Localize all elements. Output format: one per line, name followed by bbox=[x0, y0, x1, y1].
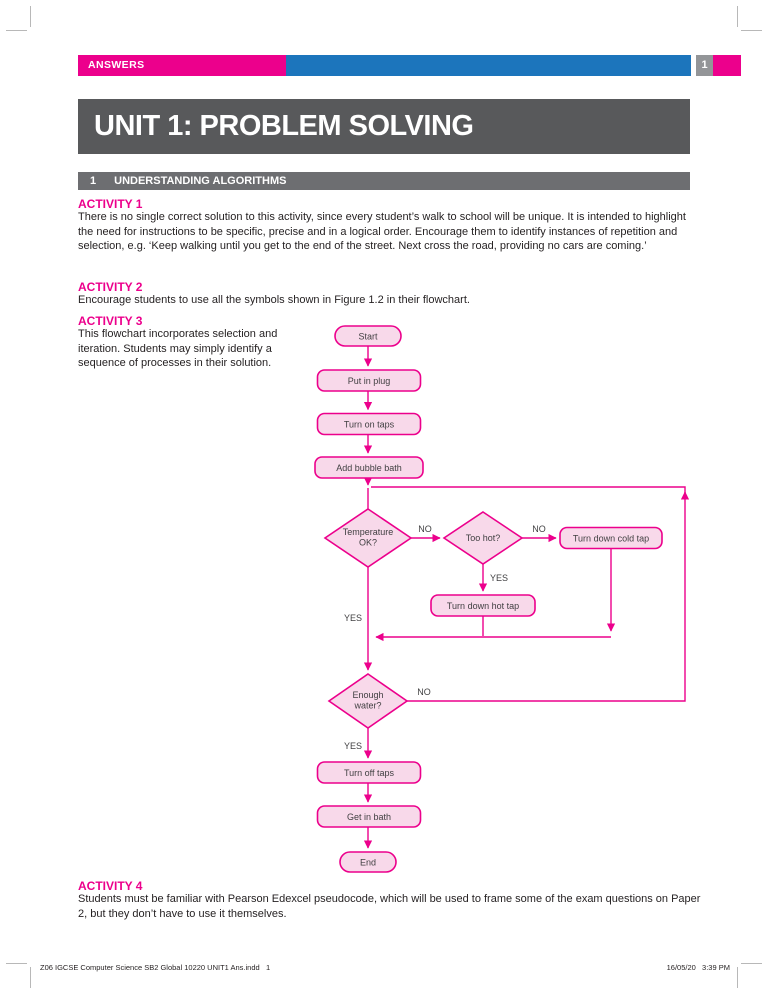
activity-1-body: There is no single correct solution to this activity, since every student’s walk to school will be unique. It is intended to highlight the need for instructions to be specific, precise and in a logical order. Encourage them to identify instances of repetition and selection, e.g. ‘Keep walking until you get to the end of the street. Next cross the road, providing no cars are coming.’ bbox=[78, 211, 686, 252]
bath-flowchart bbox=[280, 320, 700, 880]
section-number: 1 bbox=[90, 175, 97, 187]
flow-node-temperature-ok bbox=[325, 509, 411, 567]
enough-water-line1: Enough bbox=[352, 690, 384, 700]
flow-node-turn-down-cold-tap bbox=[560, 528, 662, 549]
unit-title: UNIT 1: PROBLEM SOLVING bbox=[94, 110, 474, 142]
flow-node-end bbox=[340, 852, 396, 872]
flow-node-turn-on-taps bbox=[318, 414, 421, 435]
activity-1-heading: ACTIVITY 1 bbox=[78, 197, 143, 211]
flow-node-put-in-plug bbox=[318, 370, 421, 391]
crop-mark bbox=[6, 30, 27, 31]
header-blue-bar bbox=[286, 55, 691, 76]
flow-node-too-hot bbox=[444, 512, 522, 564]
connector-water-no-loop bbox=[371, 487, 685, 701]
answers-label: ANSWERS bbox=[88, 59, 145, 71]
footer-filename: Z06 IGCSE Computer Science SB2 Global 10220 UNIT1 Ans.indd 1 bbox=[40, 963, 271, 972]
activity-4-heading: ACTIVITY 4 bbox=[78, 879, 143, 893]
flow-node-start bbox=[335, 326, 401, 346]
crop-mark bbox=[737, 6, 738, 27]
header-pink-accent bbox=[713, 55, 741, 76]
get-in-bath-label: Get in bath bbox=[346, 812, 392, 822]
label-water-yes: YES bbox=[343, 741, 362, 751]
section-header bbox=[78, 172, 690, 190]
label-temp-yes: YES bbox=[343, 613, 362, 623]
flow-node-get-in-bath bbox=[318, 806, 421, 827]
end-label: End bbox=[359, 857, 377, 868]
flow-node-turn-off-taps bbox=[318, 762, 421, 783]
label-hot-yes: YES bbox=[490, 573, 509, 583]
turn-down-cold-tap-label: Turn down cold tap bbox=[572, 533, 650, 544]
crop-mark bbox=[30, 967, 31, 988]
start-label: Start bbox=[358, 331, 378, 342]
label-water-no: NO bbox=[417, 687, 431, 697]
turn-off-taps-label: Turn off taps bbox=[343, 768, 395, 778]
temperature-ok-line2: OK? bbox=[358, 537, 378, 548]
footer-timestamp: 16/05/20 3:39 PM bbox=[666, 963, 730, 972]
activity-3-heading: ACTIVITY 3 bbox=[78, 314, 143, 328]
flow-node-add-bubble-bath bbox=[315, 457, 423, 478]
crop-mark bbox=[741, 30, 762, 31]
enough-water-line2: water? bbox=[354, 700, 382, 711]
too-hot-label: Too hot? bbox=[465, 533, 501, 543]
add-bubble-bath-label: Add bubble bath bbox=[336, 463, 402, 473]
section-name: UNDERSTANDING ALGORITHMS bbox=[114, 175, 287, 187]
put-in-plug-label: Put in plug bbox=[347, 376, 391, 386]
turn-on-taps-label: Turn on taps bbox=[343, 419, 395, 430]
page-number: 1 bbox=[696, 55, 713, 76]
answers-banner bbox=[78, 55, 286, 76]
crop-mark bbox=[737, 967, 738, 988]
activity-2-heading: ACTIVITY 2 bbox=[78, 280, 143, 294]
crop-mark bbox=[741, 963, 762, 964]
crop-mark bbox=[30, 6, 31, 27]
flow-node-enough-water bbox=[329, 674, 407, 728]
label-hot-no: NO bbox=[532, 524, 546, 534]
activity-2-body: Encourage students to use all the symbols shown in Figure 1.2 in their flowchart. bbox=[78, 294, 470, 306]
unit-title-banner bbox=[78, 99, 690, 154]
turn-down-hot-tap-label: Turn down hot tap bbox=[446, 601, 520, 611]
crop-mark bbox=[6, 963, 27, 964]
flow-node-turn-down-hot-tap bbox=[431, 595, 535, 616]
activity-3-body: This flowchart incorporates selection and iteration. Students may simply identify a sequence of processes in their solution. bbox=[78, 328, 278, 369]
label-temp-no: NO bbox=[418, 524, 432, 534]
activity-4-body: Students must be familiar with Pearson Edexcel pseudocode, which will be used to frame some of the exam questions on Paper 2, but they don’t have to use it themselves. bbox=[78, 893, 701, 920]
temperature-ok-line1: Temperature bbox=[342, 527, 394, 537]
